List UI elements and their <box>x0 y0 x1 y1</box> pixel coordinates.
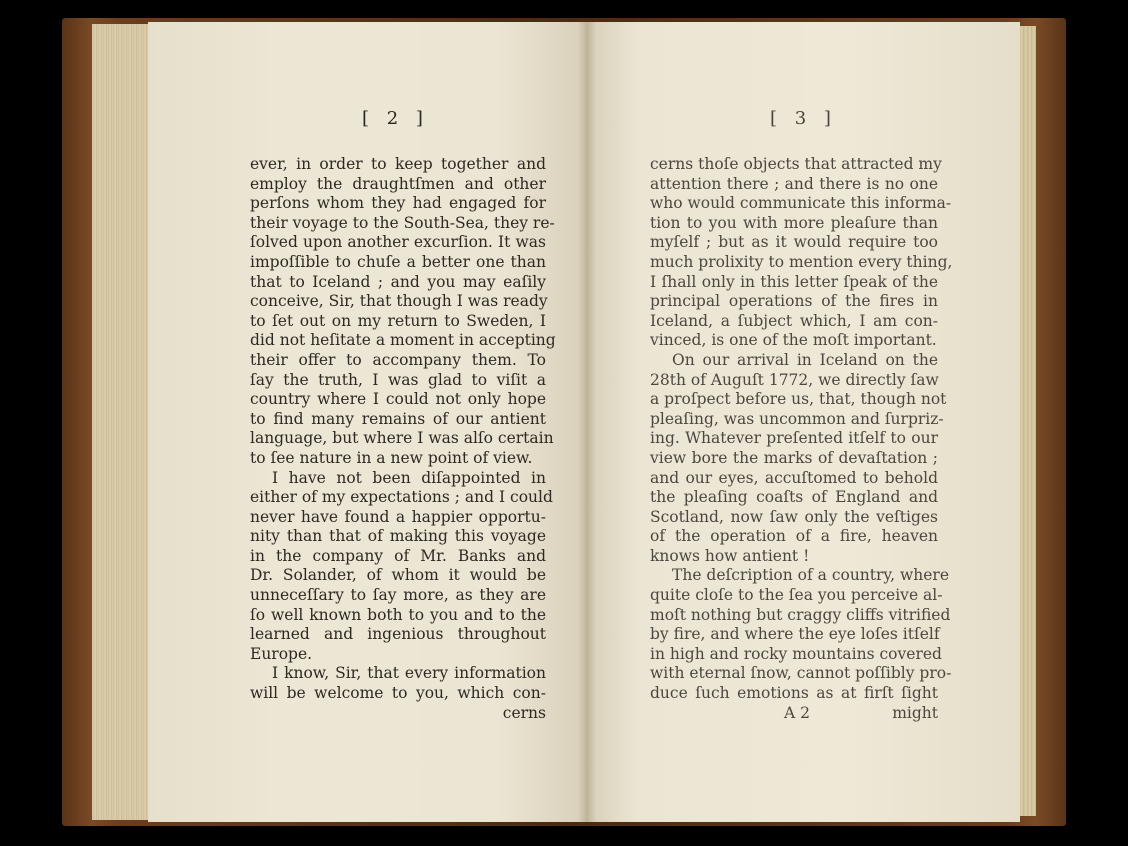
text-line: 28th of Auguſt 1772, we directly ſaw <box>650 370 939 389</box>
text-line: nity than that of making this voyage <box>250 527 546 546</box>
text-line: that to Iceland ; and you may eaſily <box>250 272 546 291</box>
text-line: unneceſſary to ſay more, as they are <box>250 586 546 605</box>
signature-line <box>650 704 938 724</box>
text-line: to ſee nature in a new point of view. <box>250 448 533 467</box>
text-line: with eternal ſnow, cannot poſſibly pro- <box>650 664 952 683</box>
catchword-right: might <box>892 703 938 722</box>
text-line: attention there ; and there is no one <box>650 174 938 193</box>
page-number-left: [ 2 ] <box>362 108 429 129</box>
text-line: to ſet out on my return to Sweden, I <box>250 311 546 330</box>
text-line: by fire, and where the eye loſes itſelf <box>650 625 940 644</box>
text-line: myſelf ; but as it would require too <box>650 233 938 252</box>
signature-mark: A 2 <box>784 703 810 722</box>
left-page <box>148 22 586 822</box>
text-line: did not heſitate a moment in accepting <box>250 331 556 350</box>
text-line: to find many remains of our antient <box>250 409 546 428</box>
text-line: their offer to accompany them. To <box>250 350 546 369</box>
text-line: conceive, Sir, that though I was ready <box>250 292 548 311</box>
text-line: view bore the marks of devaſtation ; <box>650 448 938 467</box>
text-line: learned and ingenious throughout <box>250 625 546 644</box>
right-page-text <box>650 155 953 723</box>
text-line: either of my expectations ; and I could <box>250 488 553 507</box>
text-line: Iceland, a ſubject which, I am con- <box>650 311 938 330</box>
text-line: will be welcome to you, which con- <box>250 684 546 703</box>
text-line: I ſhall only in this letter ſpeak of the <box>650 272 938 291</box>
text-line: The deſcription of a country, where <box>672 566 949 585</box>
right-page <box>586 22 1020 822</box>
text-line: moſt nothing but craggy cliffs vitrified <box>650 605 951 624</box>
text-line: I know, Sir, that every information <box>272 664 546 683</box>
text-line: impoſſible to chuſe a better one than <box>250 252 546 271</box>
text-line: On our arrival in Iceland on the <box>672 350 938 369</box>
text-line: language, but where I was alſo certain <box>250 429 554 448</box>
text-line: pleaſing, was uncommon and ſurpriz- <box>650 409 944 428</box>
text-line: duce ſuch emotions as at firſt ſight <box>650 684 938 703</box>
text-line: of the operation of a fire, heaven <box>650 527 938 546</box>
text-line: and our eyes, accuſtomed to behold <box>650 468 938 487</box>
text-line: much prolixity to mention every thing, <box>650 252 953 271</box>
text-line: Scotland, now ſaw only the veſtiges <box>650 507 938 526</box>
text-line: employ the draughtſmen and other <box>250 174 546 193</box>
text-line: country where I could not only hope <box>250 390 546 409</box>
text-line: in the company of Mr. Banks and <box>250 546 546 565</box>
text-line: a proſpect before us, that, though not <box>650 390 947 409</box>
text-line: tion to you with more pleaſure than <box>650 213 938 232</box>
left-page-text <box>250 155 556 723</box>
gutter-shadow <box>578 22 596 822</box>
text-line: in high and rocky mountains covered <box>650 644 942 663</box>
text-line: I have not been diſappointed in <box>272 468 546 487</box>
text-line: who would communicate this informa- <box>650 194 952 213</box>
text-line: ſo well known both to you and to the <box>250 605 546 624</box>
text-line: Europe. <box>250 644 313 663</box>
text-line: ſolved upon another excurſion. It was <box>250 233 546 252</box>
text-line: perſons whom they had engaged for <box>250 194 546 213</box>
text-line: ever, in order to keep together and <box>250 155 546 173</box>
text-line: never have found a happier opportu- <box>250 507 546 526</box>
page-edges-left <box>92 24 152 820</box>
text-line: cerns thoſe objects that attracted my <box>650 155 942 173</box>
text-line: knows how antient ! <box>650 546 810 565</box>
text-line: principal operations of the fires in <box>650 292 938 311</box>
text-line: their voyage to the South-Sea, they re- <box>250 213 555 232</box>
text-line: vinced, is one of the moſt important. <box>650 331 937 350</box>
text-line: Dr. Solander, of whom it would be <box>250 566 546 585</box>
page-number-right: [ 3 ] <box>770 108 837 129</box>
text-line: quite cloſe to the ſea you perceive al- <box>650 586 943 605</box>
text-line: the pleaſing coaſts of England and <box>650 488 938 507</box>
catchword-left: cerns <box>502 703 546 722</box>
text-line: ſay the truth, I was glad to viſit a <box>250 370 546 389</box>
text-line: ing. Whatever preſented itſelf to our <box>650 429 938 448</box>
